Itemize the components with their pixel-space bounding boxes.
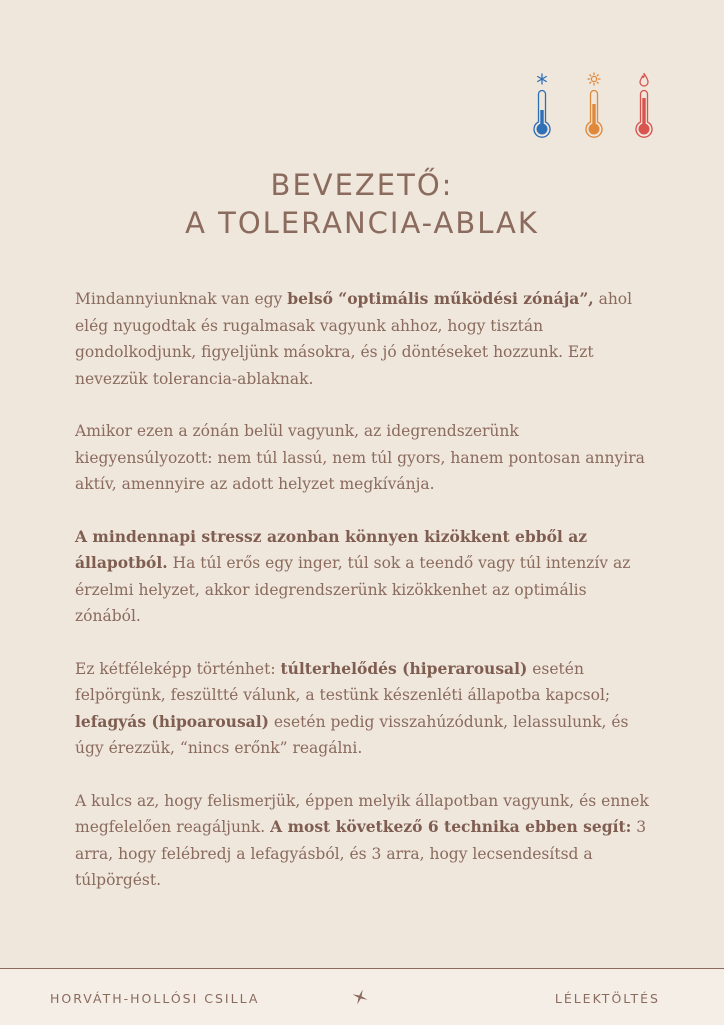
emphasis: lefagyás (hipoarousal) — [75, 711, 269, 731]
page-title — [0, 166, 724, 242]
page-title-line-1: BEVEZETŐ: — [270, 168, 454, 202]
warm-thermometer-icon — [582, 72, 606, 144]
hot-thermometer-icon — [632, 72, 656, 144]
emphasis: A most következő 6 technika ebben segít: — [270, 817, 632, 836]
paragraph-arousal-states — [75, 656, 655, 762]
intro-body — [75, 286, 655, 920]
text: Ez kétféleképp történhet: — [75, 659, 281, 678]
emphasis: belső “optimális működési zónája”, — [287, 289, 594, 308]
footer-author: HORVÁTH-HOLLÓSI CSILLA — [50, 991, 260, 1006]
cold-thermometer-icon — [530, 72, 554, 144]
paragraph-optimal-zone — [75, 286, 655, 392]
paragraph-stress — [75, 524, 655, 630]
text: Ha túl erős egy inger, túl sok a teendő vagy túl intenzív az érzelmi helyzet, akkor idegrendszerünk kizökkenhet az optimális zónából. — [75, 554, 631, 625]
paragraph-balanced-state — [75, 418, 655, 498]
footer-brand: LÉLEKTÖLTÉS — [554, 991, 660, 1006]
text: Mindannyiunknak van egy — [75, 290, 288, 308]
text: esetén felpörgünk, feszültté válunk, a testünk készenléti állapotba kapcsol; — [75, 659, 611, 704]
text: A kulcs az, hogy felismerjük, éppen melyik állapotban vagyunk, és ennek megfelelően reagáljunk. — [75, 791, 649, 836]
text: esetén pedig visszahúzódunk, lelassulunk, és úgy érezzük, “nincs erőnk” reagálni. — [75, 712, 629, 757]
emphasis: A mindennapi stressz azonban könnyen kizökkent ebből az állapotból. — [75, 526, 588, 572]
thermometer-icons — [530, 72, 660, 144]
text: ahol elég nyugodtak és rugalmasak vagyunk ahhoz, hogy tisztán gondolkodjunk, figyeljünk másokra, és jó döntéseket hozzunk. Ezt nevezzük tolerancia-ablaknak. — [75, 290, 633, 388]
paragraph-key-techniques — [75, 788, 655, 894]
page-title-line-2: A TOLERANCIA-ABLAK — [185, 206, 539, 240]
text: Amikor ezen a zónán belül vagyunk, az idegrendszerünk kiegyensúlyozott: nem túl lassú, nem túl gyors, hanem pontosan annyira aktív, amennyire az adott helyzet megkívánja. — [75, 422, 645, 493]
emphasis: túlterhelődés (hiperarousal) — [280, 658, 528, 678]
four-point-star-icon — [352, 989, 368, 1005]
text: 3 arra, hogy felébredj a lefagyásból, és 3 arra, hogy lecsendesítsd a túlpörgést. — [75, 818, 647, 889]
page-footer — [0, 968, 724, 1025]
